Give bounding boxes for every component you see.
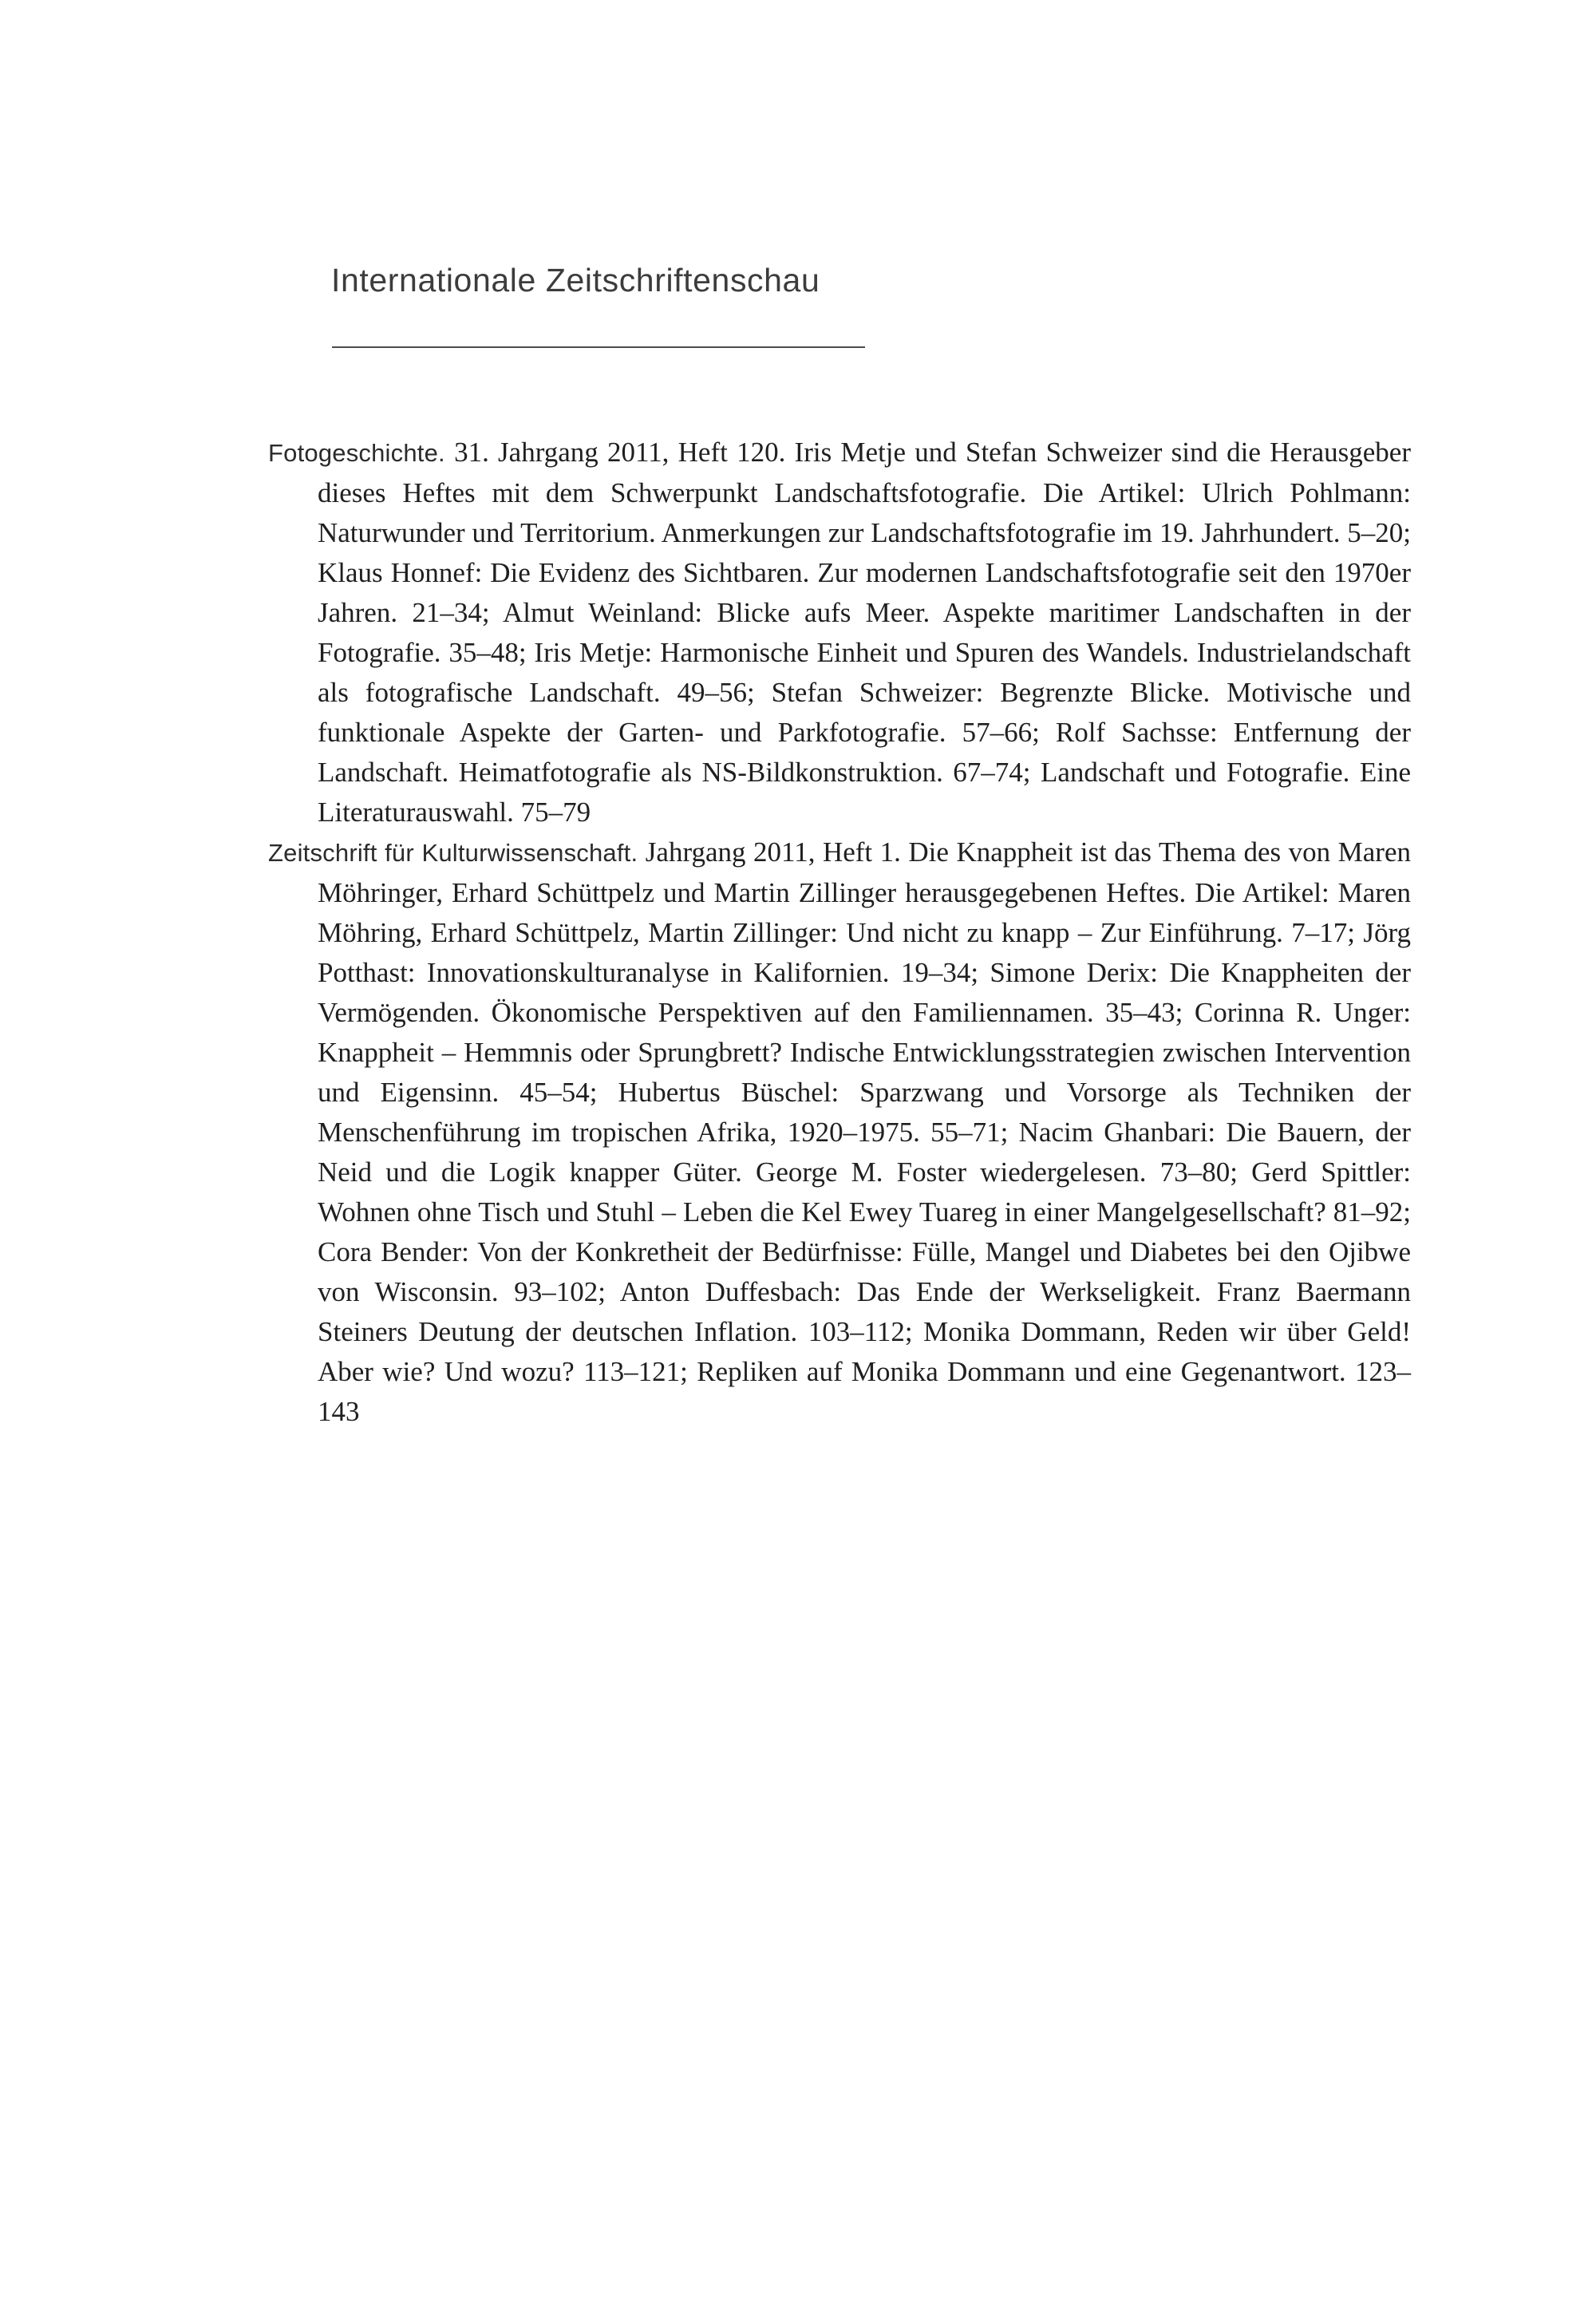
journal-entry [268,433,1411,832]
journal-title: Zeitschrift für Kulturwissenschaft. [268,839,638,867]
entry-text: Jahrgang 2011, Heft 1. Die Knappheit ist das Thema des von Maren Möhringer, Erhard Schüttpelz und Martin Zillinger herausgegebenen Heftes. Die Artikel: Maren Möhring, Erhard Schüttpelz, Martin Zillinger: Und nicht zu knapp – Zur Einführung. 7–17; Jörg Potthast: Innovationskulturanalyse in Kalifornien. 19–34; Simone Derix: Die Knappheiten der Vermögenden. Ökonomische Perspektiven auf den Familiennamen. 35–43; Corinna R. Unger: Knappheit – Hemmnis oder Sprungbrett? Indische Entwicklungsstrategien zwischen Intervention und Eigensinn. 45–54; Hubertus Büschel: Sparzwang und Vorsorge als Techniken der Menschenführung im tropischen Afrika, 1920–1975. 55–71; Nacim Ghanbari: Die Bauern, der Neid und die Logik knapper Güter. George M. Foster wiedergelesen. 73–80; Gerd Spittler: Wohnen ohne Tisch und Stuhl – Leben die Kel Ewey Tuareg in einer Mangelgesellschaft? 81–92; Cora Bender: Von der Konkretheit der Bedürfnisse: Fülle, Mangel und Diabetes bei den Ojibwe von Wisconsin. 93–102; Anton Duffesbach: Das Ende der Werkseligkeit. Franz Baermann Steiners Deutung der deutschen Inflation. 103–112; Monika Dommann, Reden wir über Geld! Aber wie? Und wozu? 113–121; Repliken auf Monika Dommann und eine Gegenantwort. 123–143 [318,836,1411,1427]
journal-title: Fotogeschichte. [268,439,445,467]
journal-review-list [268,433,1411,1432]
page-title: Internationale Zeitschriftenschau [331,262,820,299]
journal-entry [268,832,1411,1432]
entry-text: 31. Jahrgang 2011, Heft 120. Iris Metje und Stefan Schweizer sind die Herausgeber dieses Heftes mit dem Schwerpunkt Landschaftsfotografie. Die Artikel: Ulrich Pohlmann: Naturwunder und Territorium. Anmerkungen zur Landschaftsfotografie im 19. Jahrhundert. 5–20; Klaus Honnef: Die Evidenz des Sichtbaren. Zur modernen Landschaftsfotografie seit den 1970er Jahren. 21–34; Almut Weinland: Blicke aufs Meer. Aspekte maritimer Landschaften in der Fotografie. 35–48; Iris Metje: Harmonische Einheit und Spuren des Wandels. Industrielandschaft als fotografische Landschaft. 49–56; Stefan Schweizer: Begrenzte Blicke. Motivische und funktionale Aspekte der Garten- und Parkfotografie. 57–66; Rolf Sachsse: Entfernung der Landschaft. Heimatfotografie als NS-Bildkonstruktion. 67–74; Landschaft und Fotografie. Eine Literaturauswahl. 75–79 [318,437,1411,828]
heading-rule [332,346,865,348]
